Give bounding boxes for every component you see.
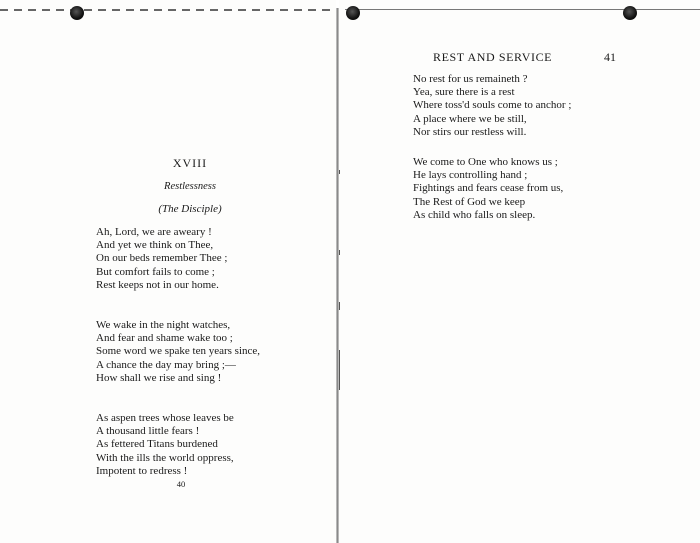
poem-subtitle: (The Disciple) — [158, 203, 222, 215]
running-head: REST AND SERVICE — [433, 50, 553, 64]
page-top-edge — [345, 9, 700, 10]
gutter-mark — [339, 350, 340, 390]
poem-line: Fightings and fears cease from us, — [413, 182, 564, 195]
page-number-right: 41 — [604, 50, 616, 64]
page-top-edge — [0, 9, 330, 11]
stanza — [96, 319, 260, 385]
poem-line: No rest for us remaineth ? — [413, 73, 528, 85]
stanza — [413, 156, 563, 222]
gutter-mark — [339, 250, 340, 255]
poem-line: A chance the day may bring ;— — [96, 358, 236, 371]
poem-line: Yea, sure there is a rest — [413, 86, 515, 99]
poem-line: A place where we be still, — [413, 112, 527, 125]
poem-line: But comfort fails to come ; — [96, 265, 215, 278]
poem-line: How shall we rise and sing ! — [96, 371, 222, 384]
gutter-mark — [339, 170, 340, 174]
poem-line: As child who falls on sleep. — [413, 208, 536, 221]
binder-hole-icon — [70, 6, 84, 20]
poem-line: Rest keeps not in our home. — [96, 278, 219, 291]
poem-line: Some word we spake ten years since, — [96, 345, 261, 358]
poem-line: The Rest of God we keep — [413, 195, 526, 208]
poem-line: A thousand little fears ! — [96, 425, 200, 438]
poem-line: And yet we think on Thee, — [96, 239, 214, 252]
stanza — [96, 226, 227, 292]
binder-hole-icon — [623, 6, 637, 20]
poem-line: Impotent to redress ! — [96, 464, 188, 477]
book-gutter — [336, 8, 339, 543]
poem-line: With the ills the world oppress, — [96, 451, 234, 464]
poem-line: Ah, Lord, we are aweary ! — [96, 226, 212, 238]
poem-line: As aspen trees whose leaves be — [96, 412, 234, 424]
poem-line: We come to One who knows us ; — [413, 156, 558, 168]
page-number-left: 40 — [176, 479, 186, 489]
poem-line: He lays controlling hand ; — [413, 169, 528, 182]
stanza — [413, 73, 571, 139]
gutter-mark — [339, 302, 340, 310]
binder-hole-icon — [346, 6, 360, 20]
poem-line: We wake in the night watches, — [96, 319, 231, 331]
poem-line: On our beds remember Thee ; — [96, 252, 228, 265]
poem-line: Nor stirs our restless will. — [413, 125, 527, 138]
poem-title: Restlessness — [164, 181, 216, 192]
poem-line: And fear and shame wake too ; — [96, 332, 233, 345]
poem-line: Where toss'd souls come to anchor ; — [413, 99, 572, 112]
stanza — [96, 412, 234, 478]
section-number: XVIII — [172, 156, 208, 170]
poem-line: As fettered Titans burdened — [96, 438, 218, 451]
